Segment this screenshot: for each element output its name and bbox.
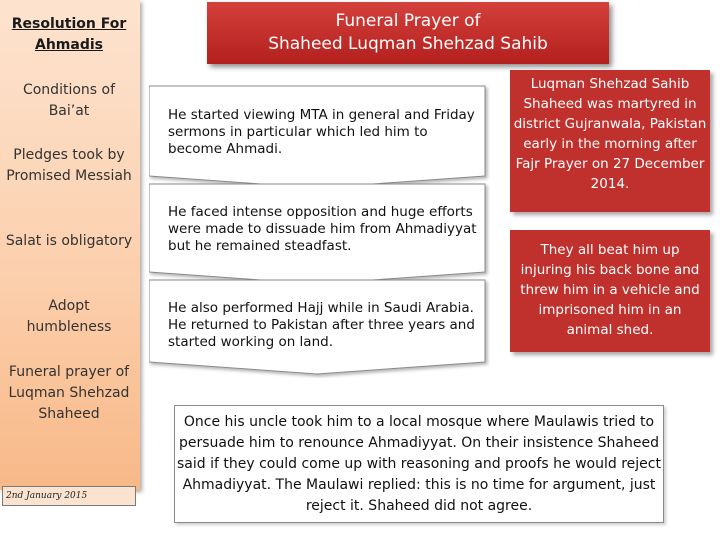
timeline-item-2: He faced intense opposition and huge efforts were made to dissuade him from Ahmadiyyat but he remained steadfast. — [168, 204, 477, 254]
sidebar-item-conditions[interactable]: Conditions of Bai’at — [22, 82, 116, 119]
sidebar — [0, 0, 140, 490]
date-label: 2nd January 2015 — [2, 486, 136, 506]
page-title — [207, 2, 609, 64]
sidebar-item-funeral-prayer[interactable]: Funeral prayer of Luqman Shehzad Shaheed — [8, 364, 130, 422]
mosque-incident-box: Once his uncle took him to a local mosque where Maulawis tried to persuade him to renounce Ahmadiyyat. On their insistence Shaheed said if they could come up with reasoning and proofs he would reject Ahmadiyyat. The Maulawi replied: this is no time for argument, just reject it. Shaheed did not agree. — [174, 405, 664, 523]
sidebar-item-salat[interactable]: Salat is obligatory — [5, 233, 133, 249]
martyrdom-info-box: Luqman Shehzad Sahib Shaheed was martyred in district Gujranwala, Pakistan early in the morning after Fajr Prayer on 27 December 2014. — [510, 70, 710, 212]
timeline-item-3: He also performed Hajj while in Saudi Arabia. He returned to Pakistan after three years and started working on land. — [168, 300, 475, 350]
sidebar-item-humbleness[interactable]: Adopt humbleness — [26, 298, 112, 335]
sidebar-item-pledges[interactable]: Pledges took by Promised Messiah — [6, 147, 132, 184]
title-line-2: Shaheed Luqman Shehzad Sahib — [268, 34, 548, 54]
timeline — [149, 84, 494, 378]
title-line-1: Funeral Prayer of — [335, 11, 481, 31]
timeline-item-1: He started viewing MTA in general and Friday sermons in particular which led him to become Ahmadi. — [168, 107, 475, 157]
sidebar-title[interactable]: Resolution For Ahmadis — [11, 16, 127, 53]
attack-info-box: They all beat him up injuring his back bone and threw him in a vehicle and imprisoned him in an animal shed. — [510, 230, 710, 352]
